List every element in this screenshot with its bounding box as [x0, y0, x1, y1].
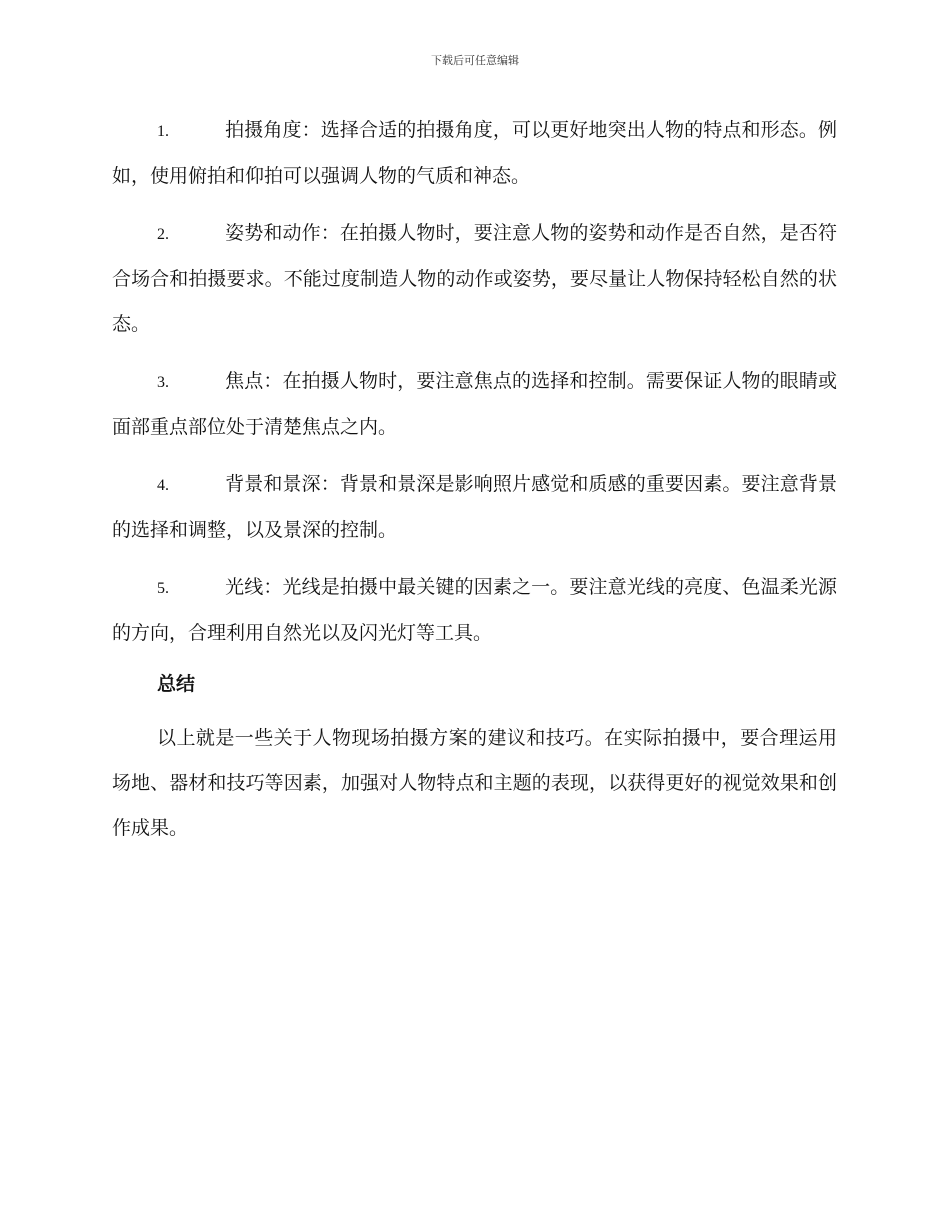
list-item [112, 462, 837, 553]
document-body [112, 108, 837, 851]
list-item-text: 拍摄角度：选择合适的拍摄角度，可以更好地突出人物的特点和形态。例如，使用俯拍和仰拍可以强调人物的气质和神态。 [112, 119, 837, 187]
list-item-number: 4. [157, 477, 169, 494]
list-item [112, 211, 837, 347]
list-item-text: 光线：光线是拍摄中最关键的因素之一。要注意光线的亮度、色温柔光源的方向，合理利用自然光以及闪光灯等工具。 [112, 576, 837, 644]
list-item [112, 359, 837, 450]
list-item-number: 3. [157, 374, 169, 391]
list-item-text: 焦点：在拍摄人物时，要注意焦点的选择和控制。需要保证人物的眼睛或面部重点部位处于清楚焦点之内。 [112, 370, 837, 438]
list-item-number: 1. [157, 123, 169, 140]
list-item [112, 565, 837, 656]
summary-paragraph: 以上就是一些关于人物现场拍摄方案的建议和技巧。在实际拍摄中，要合理运用场地、器材和技巧等因素，加强对人物特点和主题的表现，以获得更好的视觉效果和创作成果。 [112, 727, 837, 839]
list-item-number: 2. [157, 226, 169, 243]
list-item-text: 背景和景深：背景和景深是影响照片感觉和质感的重要因素。要注意背景的选择和调整，以及景深的控制。 [112, 473, 837, 541]
section-heading: 总结 [157, 673, 196, 695]
page-header: 下载后可任意编辑 [431, 54, 519, 67]
list-item [112, 108, 837, 199]
list-item-number: 5. [157, 580, 169, 597]
list-item-text: 姿势和动作：在拍摄人物时，要注意人物的姿势和动作是否自然，是否符合场合和拍摄要求。不能过度制造人物的动作或姿势，要尽量让人物保持轻松自然的状态。 [112, 222, 837, 335]
